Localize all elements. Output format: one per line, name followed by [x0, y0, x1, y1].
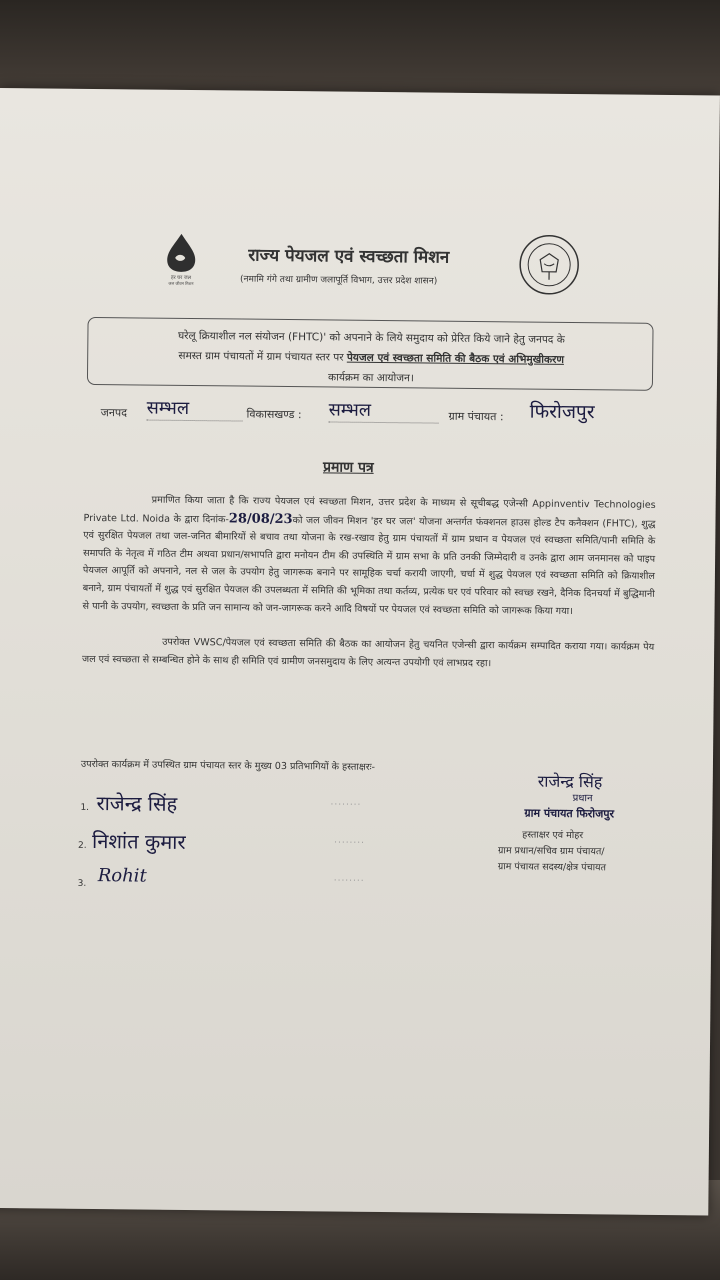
certificate-body-paragraph-2: उपरोक्त VWSC/पेयजल एवं स्वच्छता समिति की बैठक का आयोजन हेतु चयनित एजेन्सी द्वारा कार्यक्रम सम्पादित कराया गया। कार्यक्रम पेय जल एवं स्वच्छता से सम्बन्धित होने के साथ ही समिति एवं ग्रामीण जनसमुदाय के लिए अत्यन्त उपयोगी एवं लाभप्रद रहा।: [81, 636, 655, 669]
signature-3-dots: ........: [333, 873, 365, 884]
signature-1-dots: ........: [330, 797, 362, 808]
panchayat-stamp: ग्राम पंचायत फिरोजपुर: [524, 806, 615, 821]
program-title-text: [97, 325, 646, 391]
pradhan-signature: राजेन्द्र सिंह: [537, 771, 603, 792]
har-ghar-jal-logo: [163, 232, 200, 288]
pradhan-designation: प्रधान: [572, 793, 593, 805]
block-value: सम्भल: [329, 397, 439, 423]
water-drop-icon: [163, 232, 200, 288]
sign-line-3: ग्राम पंचायत सदस्य/क्षेत्र पंचायत: [497, 861, 607, 874]
signature-1-number: 1.: [80, 802, 90, 813]
signature-1: राजेन्द्र सिंह: [96, 791, 178, 816]
svg-text:हर घर जल: हर घर जल: [170, 274, 192, 282]
date-value: 28/08/23: [228, 511, 293, 527]
box-line-2-prefix: समस्त ग्राम पंचायतों में ग्राम पंचायत स्तर पर: [178, 349, 347, 364]
box-line-1: घरेलू क्रियाशील नल संयोजन (FHTC)' को अपनाने के लिये समुदाय को प्रेरित किये जाने हेतु जनपद के: [177, 329, 565, 346]
para1-part2: को जल जीवन मिशन 'हर घर जल' योजना अन्तर्गत फंक्शनल हाउस होल्ड टैप कनैक्शन (FHTC), शुद्ध एवं सुरक्षित पेयजल तथा जल-जनित बीमारियों से बचाव तथा योजना के रख-रखाव हेतु ग्राम पंचायतों में ग्राम प्रधान व पेयजल एवं स्वच्छता समिति/पानी समिति के समापति के नेतृत्व में गठित टीम अथवा प्रधान/सभापति द्वारा मनोयन टीम की उपस्थिति में ग्राम सभा के प्रति उनकी जिम्मेदारी व उनके द्वारा आम जनमानस को पाइप पेयजल आपूर्ति को अपनाने, नल से जल के उपयोग हेतु जागरूक बनाने पर सामूहिक चर्चा करायी जाएगी, चर्चा में शुद्ध पेयजल एवं स्वच्छता समिति को क्रियाशील बनाने, ग्राम पंचायतों में शुद्ध एवं सुरक्षित पेयजल की उपलब्धता में समिति की भूमिका तथा कर्तव्य, प्रत्येक घर एवं परिवार को स्वच्छ रखने, दैनिक दिनचर्या में बुद्धिमानी से पानी के उपयोग, स्वच्छता के प्रति जन सामान्य को जन-जागरूक करने आदि विषयों पर पेयजल एवं स्वच्छता समिति को जागरूक किया गया।: [82, 514, 656, 617]
box-line-2-underlined: पेयजल एवं स्वच्छता समिति की बैठक एवं अभिमुखीकरण: [346, 351, 565, 366]
district-value: सम्भल: [147, 396, 243, 422]
signature-3-number: 3.: [77, 878, 87, 889]
para1-part1: प्रमाणित किया जाता है कि राज्य पेयजल एवं स्वच्छता मिशन, उत्तर प्रदेश के माध्यम से सूचीबद्ध एजेन्सी Appinventiv Technologies Private Ltd. Noida के द्वारा दिनांक-: [83, 494, 656, 526]
district-label: जनपद: [100, 406, 128, 420]
box-line-3: कार्यक्रम का आयोजन।: [328, 371, 414, 385]
header-title: राज्य पेयजल एवं स्वच्छता मिशन: [248, 245, 450, 268]
signatures-intro: उपरोक्त कार्यक्रम में उपस्थित ग्राम पंचायत स्तर के मुख्य 03 प्रतिभागियों के हस्ताक्षरः-: [80, 758, 376, 773]
signature-2-number: 2.: [78, 840, 87, 851]
certificate-body-paragraph-1: [82, 491, 655, 621]
block-label: विकासखण्ड :: [246, 407, 302, 422]
svg-text:जल जीवन मिशन: जल जीवन मिशन: [168, 280, 194, 287]
up-government-emblem: [518, 233, 581, 296]
certificate-title: प्रमाण पत्र: [322, 459, 374, 476]
signature-2-dots: ........: [334, 835, 366, 846]
emblem-icon: [518, 233, 581, 296]
sign-line-1: हस्ताक्षर एवं मोहर: [522, 829, 584, 842]
panchayat-label: ग्राम पंचायत :: [448, 409, 504, 424]
signature-2: निशांत कुमार: [91, 829, 186, 854]
panchayat-value: फिरोजपुर: [529, 400, 595, 424]
signature-3: Rohit: [97, 865, 147, 887]
header-subtitle: (नमामि गंगे तथा ग्रामीण जलापूर्ति विभाग, उत्तर प्रदेश शासन): [239, 274, 438, 287]
document-page: [0, 88, 720, 1215]
sign-line-2: ग्राम प्रधान/सचिव ग्राम पंचायत/: [497, 845, 605, 858]
